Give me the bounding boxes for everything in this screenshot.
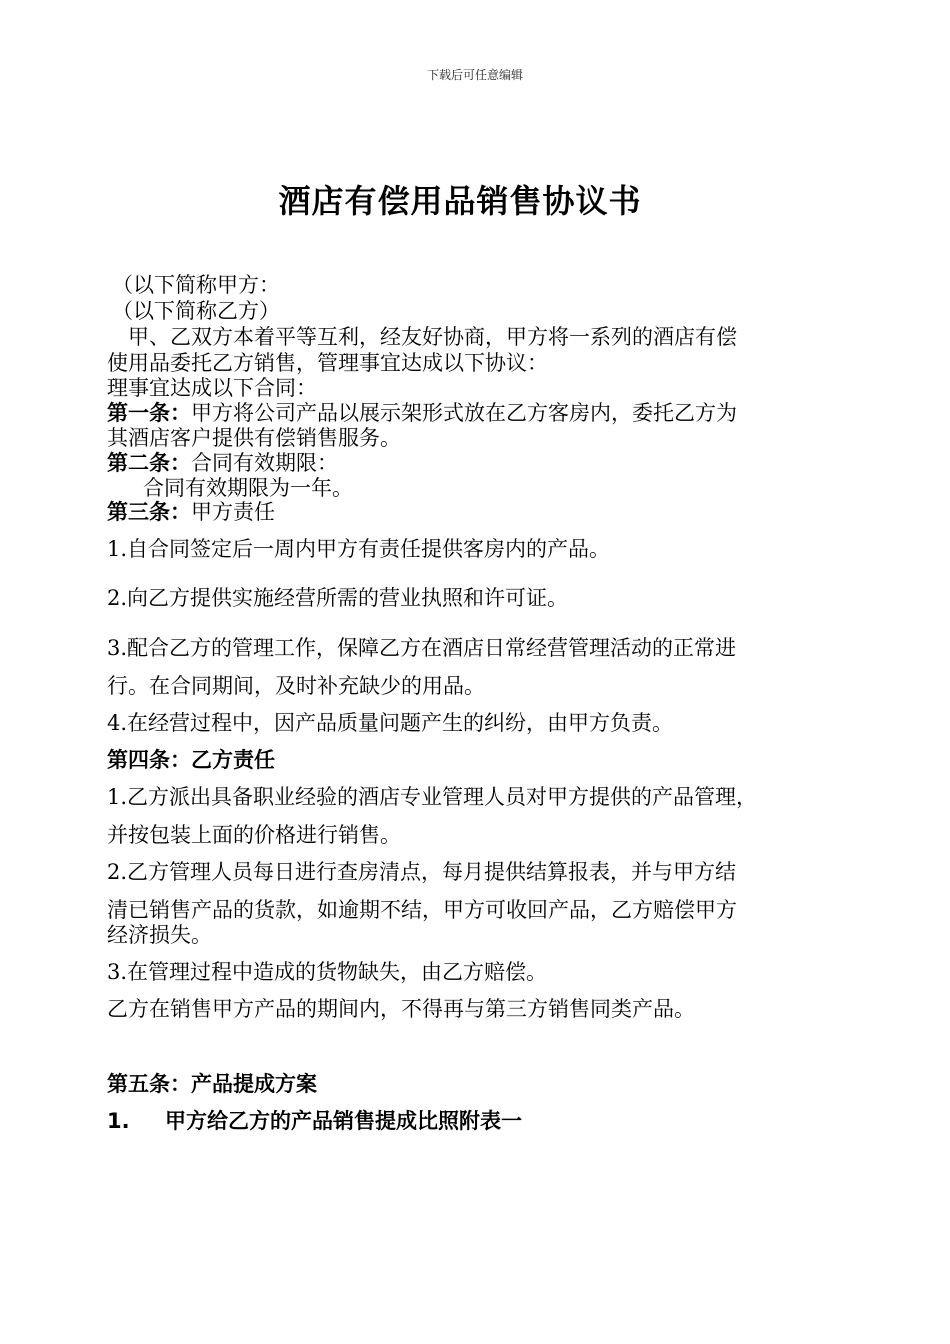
intro-line-3: 理事宜达成以下合同：: [107, 376, 317, 400]
article-4-item-1a: 1.乙方派出具备职业经验的酒店专业管理人员对甲方提供的产品管理，: [107, 785, 758, 809]
article-2-label: 第二条：: [107, 451, 191, 475]
intro-line-2: 使用品委托乙方销售，管理事宜达成以下协议：: [107, 351, 548, 375]
article-5-heading: 第五条：产品提成方案: [107, 1072, 317, 1096]
article-4-item-2a: 2.乙方管理人员每日进行查房清点，每月提供结算报表，并与甲方结: [107, 860, 737, 884]
article-4-item-1b: 并按包装上面的价格进行销售。: [107, 823, 401, 847]
article-3-item-3a: 3.配合乙方的管理工作，保障乙方在酒店日常经营管理活动的正常进: [107, 636, 737, 660]
article-4-heading: 第四条：乙方责任: [107, 748, 275, 772]
article-4-item-4: 乙方在销售甲方产品的期间内，不得再与第三方销售同类产品。: [107, 997, 695, 1021]
header-note: 下载后可任意编辑: [426, 68, 523, 82]
article-3-item-2: 2.向乙方提供实施经营所需的营业执照和许可证。: [107, 586, 569, 610]
party-b-line: （以下简称乙方）: [112, 299, 280, 323]
article-1-text: 甲方将公司产品以展示架形式放在乙方客房内，委托乙方为: [191, 401, 737, 425]
article-3-item-3b: 行。在合同期间，及时补充缺少的用品。: [107, 674, 485, 698]
article-4-item-2b: 清已销售产品的货款，如逾期不结，甲方可收回产品，乙方赔偿甲方: [107, 898, 737, 922]
article-2: [107, 450, 338, 476]
article-2-text: 合同有效期限：: [191, 451, 338, 475]
article-4-item-3: 3.在管理过程中造成的货物缺失，由乙方赔偿。: [107, 960, 548, 984]
article-5-item-1-number: 1.: [107, 1109, 130, 1133]
article-3: [107, 499, 275, 525]
article-5-item-1-text: 甲方给乙方的产品销售提成比照附表一: [165, 1109, 522, 1133]
article-2-cont: 合同有效期限为一年。: [143, 476, 353, 500]
article-1: [107, 400, 737, 426]
article-1-label: 第一条：: [107, 401, 191, 425]
party-a-line: （以下简称甲方：: [112, 273, 280, 297]
article-3-item-1: 1.自合同签定后一周内甲方有责任提供客房内的产品。: [107, 537, 611, 561]
article-3-label: 第三条：: [107, 500, 191, 524]
article-1-cont: 其酒店客户提供有偿销售服务。: [107, 426, 401, 450]
intro-line-1: 甲、乙双方本着平等互利，经友好协商，甲方将一系列的酒店有偿: [107, 325, 737, 349]
document-title: 酒店有偿用品销售协议书: [278, 182, 642, 220]
article-3-item-4: 4.在经营过程中，因产品质量问题产生的纠纷，由甲方负责。: [107, 711, 674, 735]
article-5-item-1: [107, 1108, 522, 1134]
article-3-text: 甲方责任: [191, 500, 275, 524]
article-4-item-2c: 经济损失。: [107, 923, 212, 947]
